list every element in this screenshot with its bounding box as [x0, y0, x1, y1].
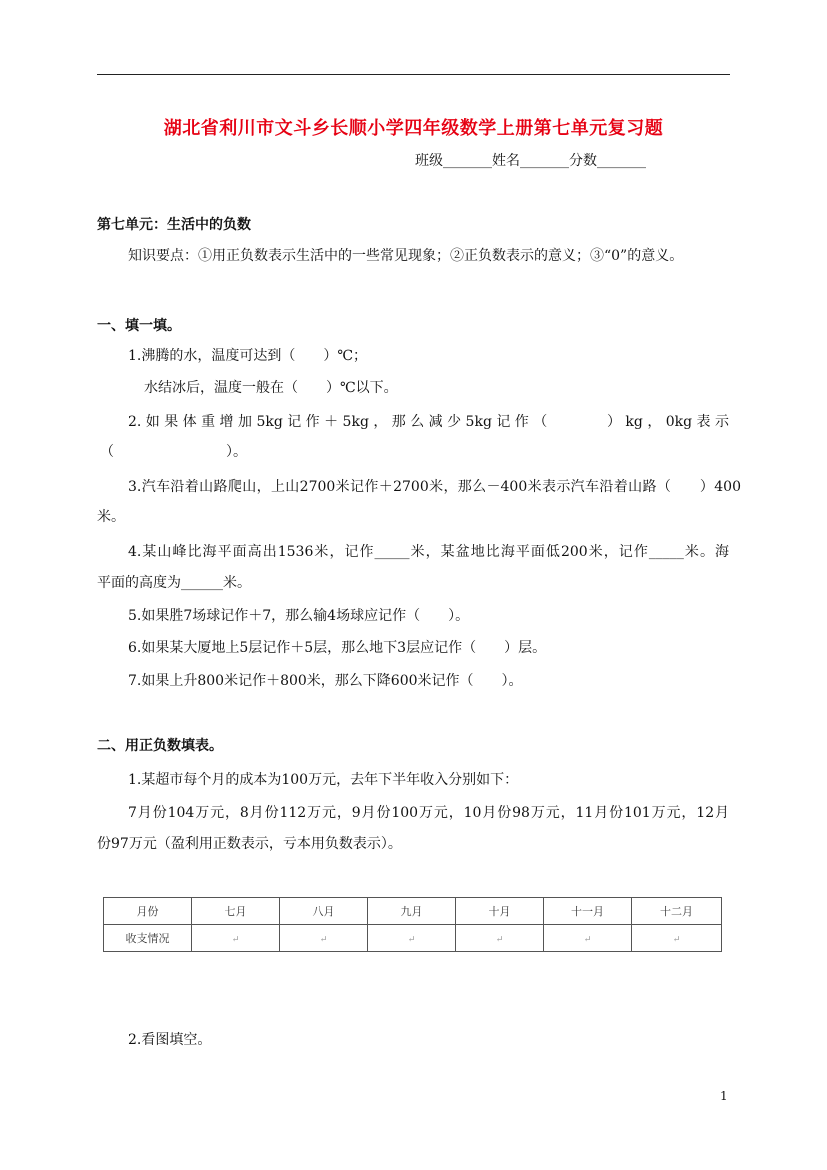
knowledge-points: 知识要点：①用正负数表示生活中的一些常见现象；②正负数表示的意义；③“0”的意义。: [128, 248, 684, 264]
table-header-cell: 七月: [192, 898, 280, 925]
section1-heading: 一、填一填。: [97, 318, 181, 334]
question-3-line1: 3.汽车沿着山路爬山，上山2700米记作＋2700米，那么－400米表示汽车沿着山路（ ）400: [128, 479, 741, 495]
table-header-cell: 九月: [368, 898, 456, 925]
table-empty-cell: [632, 925, 722, 952]
table-header-cell: 月份: [104, 898, 192, 925]
student-info-line: 班级_______姓名_______分数_______: [415, 153, 646, 169]
table-row: [104, 925, 722, 952]
table-header-row: [104, 898, 722, 925]
section2-question-1-line2: 7月份104万元，8月份112万元，9月份100万元，10月份98万元，11月份101万元，12月: [128, 805, 729, 821]
table-empty-cell: [544, 925, 632, 952]
table-empty-cell: [192, 925, 280, 952]
section2-question-1-line1: 1.某超市每个月的成本为100万元，去年下半年收入分别如下：: [128, 772, 519, 788]
section2-question-2: 2.看图填空。: [128, 1032, 212, 1048]
paragraph-mark-icon: ↵: [672, 934, 681, 945]
income-table: [103, 897, 722, 952]
table-header-cell: 十月: [456, 898, 544, 925]
table-empty-cell: [368, 925, 456, 952]
page-number: 1: [720, 1089, 728, 1103]
table-header-cell: 十一月: [544, 898, 632, 925]
question-2-line2: （ ）。: [100, 444, 247, 460]
paragraph-mark-icon: ↵: [319, 934, 328, 945]
table-empty-cell: [456, 925, 544, 952]
table-header-cell: 八月: [280, 898, 368, 925]
question-1b: 水结冰后，温度一般在（ ）℃以下。: [144, 380, 398, 396]
question-6: 6.如果某大厦地上5层记作＋5层，那么地下3层应记作（ ）层。: [128, 640, 547, 656]
paragraph-mark-icon: ↵: [407, 934, 416, 945]
question-7: 7.如果上升800米记作＋800米，那么下降600米记作（ ）。: [128, 673, 523, 689]
paragraph-mark-icon: ↵: [583, 934, 592, 945]
question-4-line2: 平面的高度为______米。: [97, 575, 251, 591]
unit-heading: 第七单元：生活中的负数: [97, 217, 251, 233]
question-5: 5.如果胜7场球记作＋7，那么输4场球应记作（ ）。: [128, 608, 470, 624]
table-header-cell: 十二月: [632, 898, 722, 925]
paragraph-mark-icon: ↵: [495, 934, 504, 945]
question-3-line2: 米。: [97, 509, 125, 525]
paragraph-mark-icon: ↵: [231, 934, 240, 945]
section2-heading: 二、用正负数填表。: [97, 738, 223, 754]
document-title: 湖北省利川市文斗乡长顺小学四年级数学上册第七单元复习题: [163, 118, 664, 139]
table-row-label: 收支情况: [104, 925, 192, 952]
question-4-line1: 4.某山峰比海平面高出1536米，记作_____米，某盆地比海平面低200米，记作_____米。海: [128, 544, 729, 560]
header-rule: [97, 74, 730, 75]
section2-question-1-line3: 份97万元（盈利用正数表示，亏本用负数表示）。: [97, 836, 402, 852]
question-1a: 1.沸腾的水，温度可达到（ ）℃；: [128, 348, 368, 364]
question-2-line1: 2.如果体重增加5kg记作＋5kg，那么减少5kg记作（ ）kg，0kg表示: [128, 414, 729, 430]
table-empty-cell: [280, 925, 368, 952]
